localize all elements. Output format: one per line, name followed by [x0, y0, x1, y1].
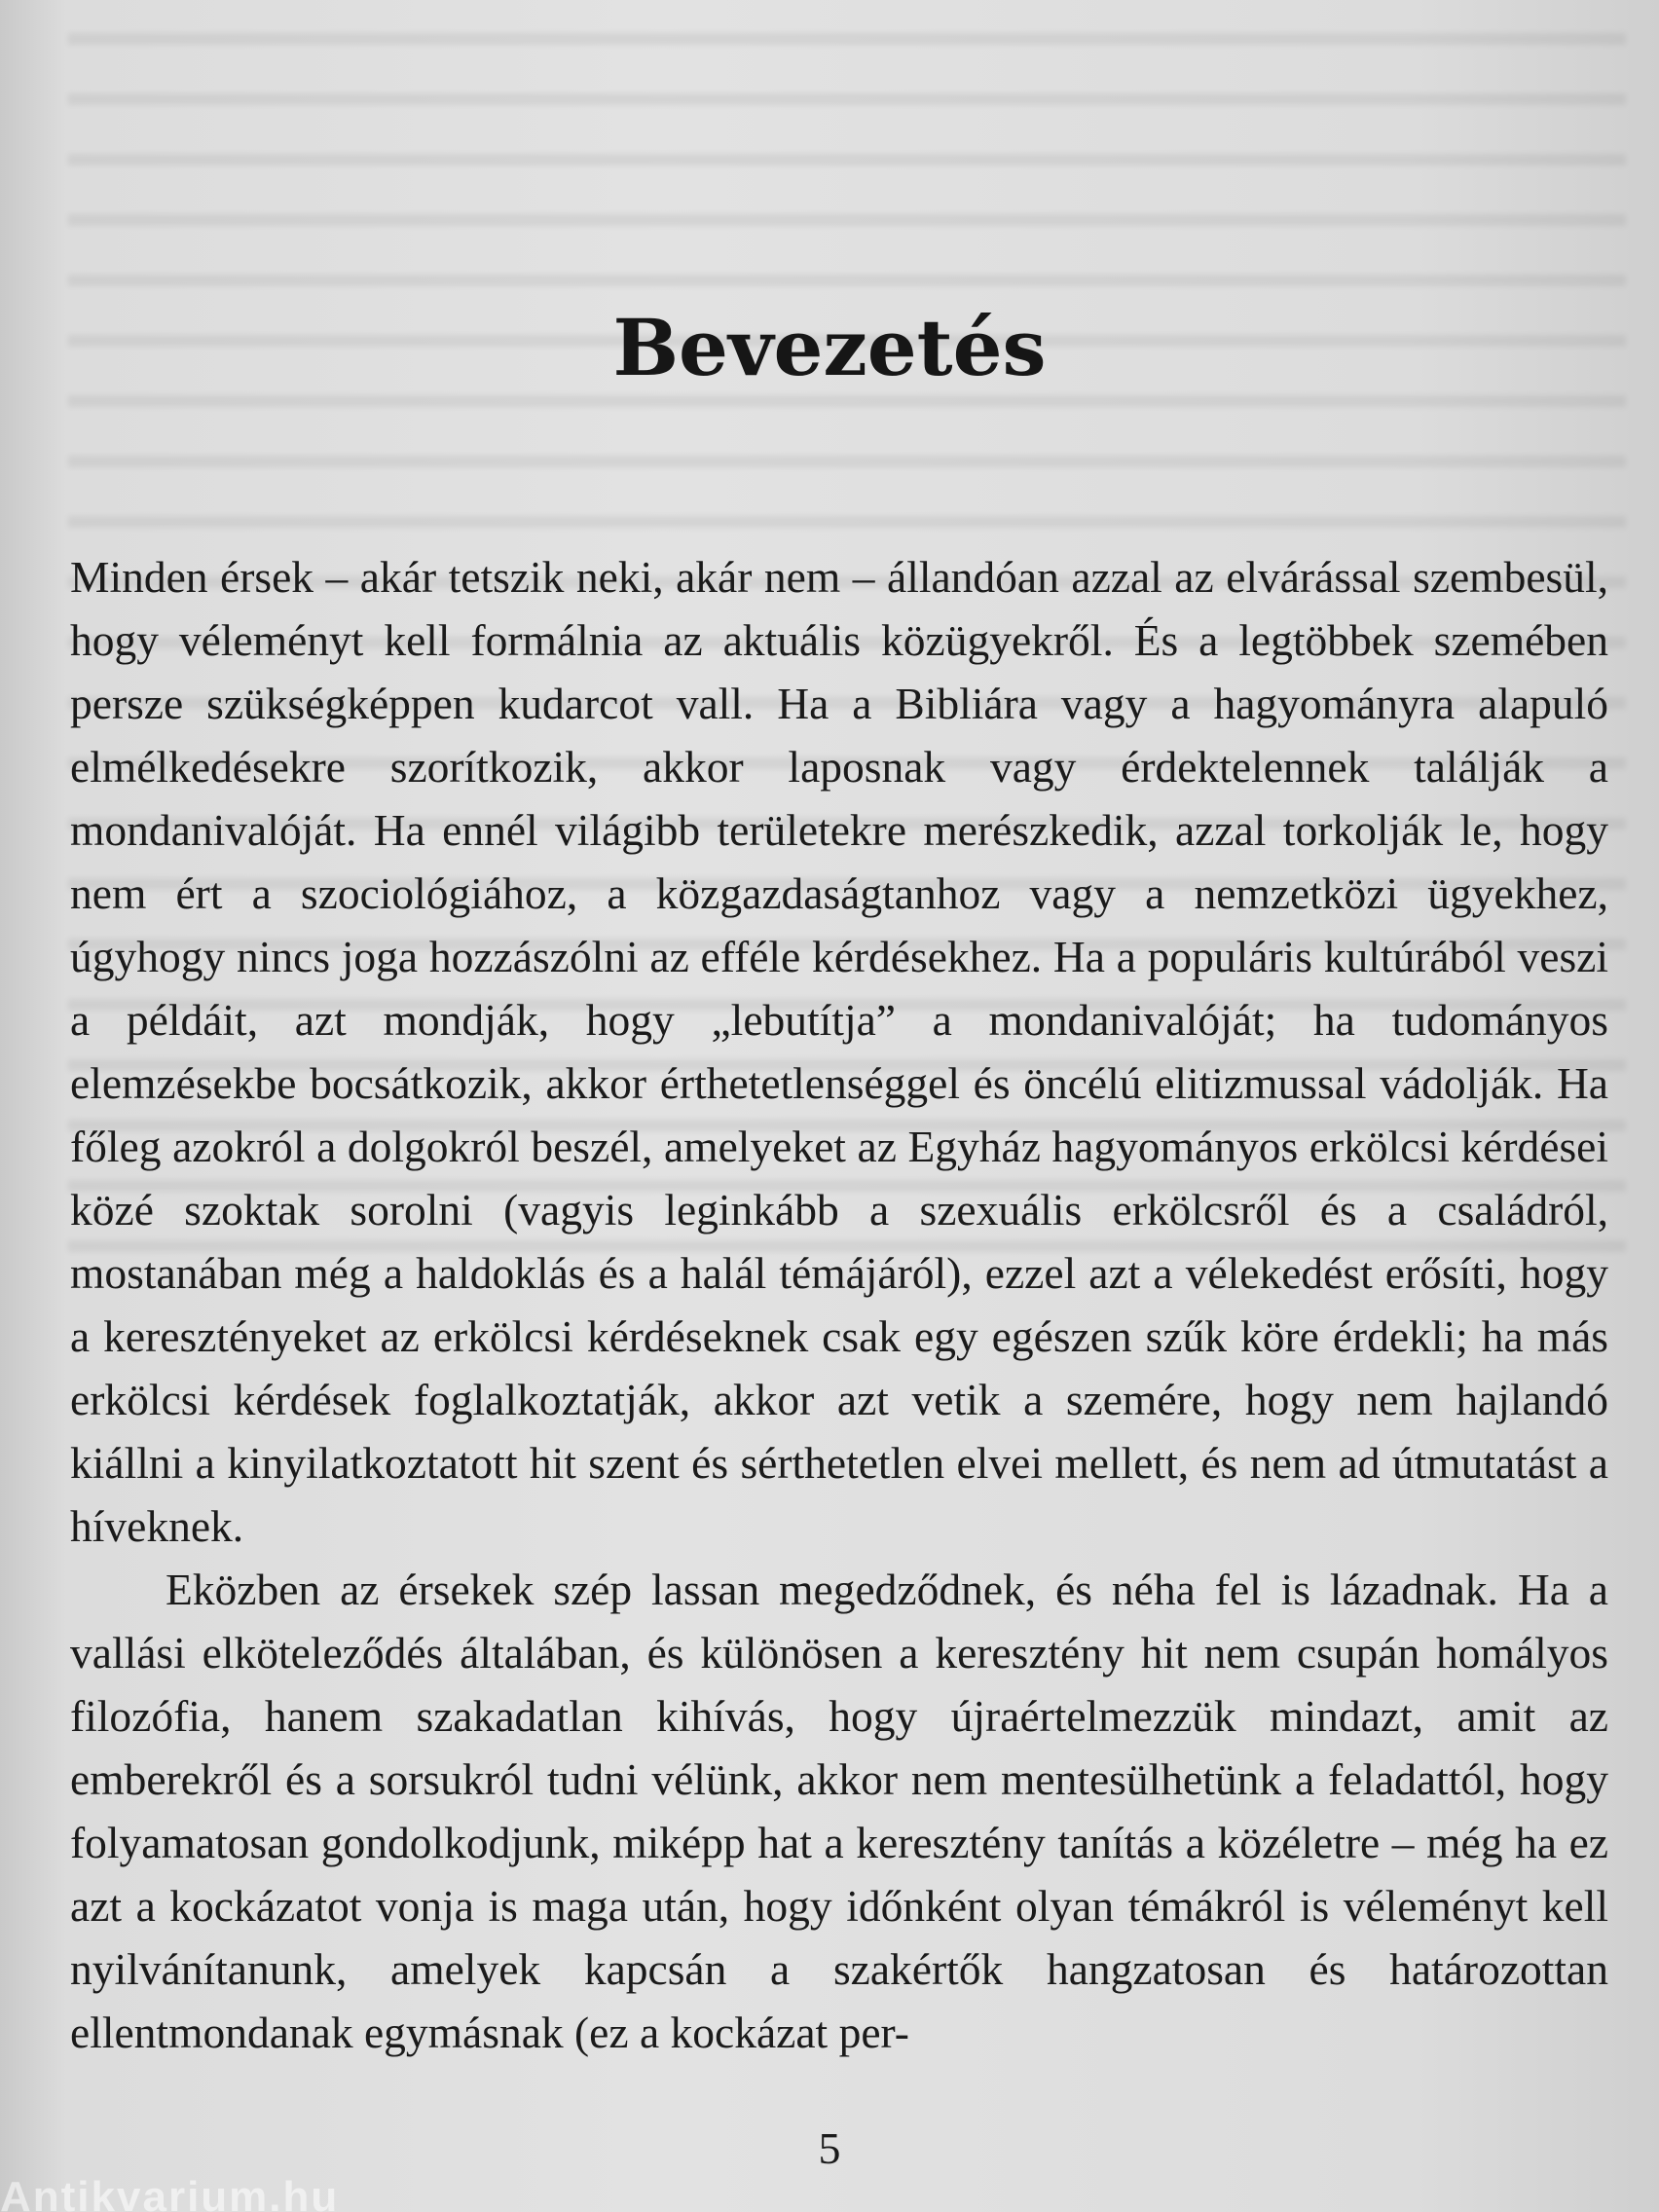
body-text — [70, 545, 1608, 2064]
page-number: 5 — [818, 2123, 841, 2173]
paragraph-1: Minden érsek – akár tetszik neki, akár nem – állandóan azzal az elvárással szembesül, hogy véleményt kell formálnia az aktuális közügyekről. És a legtöbbek szemében persze szükségképpen kudarcot vall. Ha a Bibliára vagy a hagyományra alapuló elmélkedésekre szorítkozik, akkor laposnak vagy érdektelennek találják a mondanivalóját. Ha ennél világibb területekre merészkedik, azzal torkolják le, hogy nem ért a szociológiához, a közgazdaságtanhoz vagy a nemzetközi ügyekhez, úgyhogy nincs joga hozzászólni az efféle kérdésekhez. Ha a populáris kultúrából veszi a példáit, azt mondják, hogy „lebutítja” a mondanivalóját; ha tudományos elemzésekbe bocsátkozik, akkor érthetetlenséggel és öncélú elitizmussal vádolják. Ha főleg azokról a dolgokról beszél, amelyeket az Egyház hagyományos erkölcsi kérdései közé szoktak sorolni (vagyis leginkább a szexuális erkölcsről és a családról, mostanában még a haldoklás és a halál témájáról), ezzel azt a vélekedést erősíti, hogy a keresztényeket az erkölcsi kérdéseknek csak egy egészen szűk köre érdekli; ha más erkölcsi kérdések foglalkoztatják, akkor azt vetik a szemére, hogy nem hajlandó kiállni a kinyilatkoztatott hit szent és sérthetetlen elvei mellett, és nem ad útmutatást a híveknek. — [70, 552, 1608, 1551]
watermark: Antikvarium.hu — [0, 2173, 340, 2212]
chapter-title: Bevezetés — [612, 302, 1047, 393]
paragraph-2: Eközben az érsekek szép lassan megedződnek, és néha fel is lázadnak. Ha a vallási elköteleződés általában, és különösen a keresztény hit nem csupán homályos filozófia, hanem szakadatlan kihívás, hogy újraértelmezzük mindazt, amit az emberekről és a sorsukról tudni vélünk, akkor nem mentesülhetünk a feladattól, hogy folyamatosan gondolkodjunk, miképp hat a keresztény tanítás a közéletre – még ha ez azt a kockázatot vonja is maga után, hogy időnként olyan témákról is véleményt kell nyilvánítanunk, amelyek kapcsán a szakértők hangzatosan és határozottan ellentmondanak egymásnak (ez a kockázat per- — [70, 1565, 1608, 2057]
